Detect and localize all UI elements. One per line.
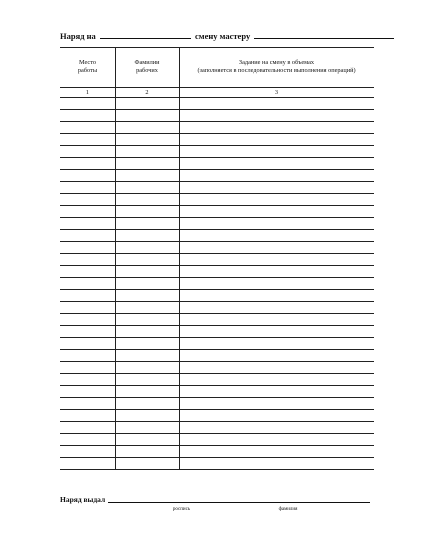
header-divider	[60, 87, 374, 88]
table-row-line	[60, 217, 374, 218]
table-row-line	[60, 361, 374, 362]
foreman-blank-line	[254, 31, 394, 39]
table-row-line	[60, 181, 374, 182]
header-label-order: Наряд на	[60, 31, 96, 41]
table-row-line	[60, 397, 374, 398]
table-row-line	[60, 469, 374, 470]
table-row-line	[60, 325, 374, 326]
table-row-line	[60, 445, 374, 446]
table-row-line	[60, 253, 374, 254]
table-row-line	[60, 169, 374, 170]
table-row-line	[60, 265, 374, 266]
shift-task-table	[60, 47, 374, 469]
table-row-line	[60, 337, 374, 338]
table-row-line	[60, 373, 374, 374]
column-header-task-line1: Задание на смену в объемах	[238, 59, 315, 66]
table-row-line	[60, 385, 374, 386]
table-row-line	[60, 313, 374, 314]
shift-blank-line	[100, 31, 191, 39]
surname-caption: фамилия	[278, 507, 298, 512]
column-number-1: 1	[85, 89, 90, 96]
order-header	[60, 31, 374, 41]
header-label-foreman: смену мастеру	[195, 31, 251, 41]
table-row-line	[60, 433, 374, 434]
column-header-workplace-line1: Место	[78, 59, 97, 66]
column-number-3: 3	[274, 89, 279, 96]
table-top-border	[60, 47, 374, 48]
table-row-line	[60, 121, 374, 122]
table-row-line	[60, 421, 374, 422]
table-row-line	[60, 193, 374, 194]
surname-blank-line	[206, 502, 370, 503]
table-row-line	[60, 349, 374, 350]
column-header-workplace-line2: работы	[77, 66, 98, 74]
column-header-task-line2: (заполняется в последовательности выполнения операций)	[197, 66, 356, 74]
numbering-divider	[60, 97, 374, 98]
column-header-workers-line2: рабочих	[136, 66, 158, 74]
issued-by-label: Наряд выдал	[60, 495, 106, 504]
column-divider-1	[115, 47, 116, 469]
column-header-workers-line1: Фамилии	[134, 59, 160, 66]
table-row-line	[60, 241, 374, 242]
table-row-line	[60, 301, 374, 302]
order-footer	[60, 495, 374, 525]
table-row-line	[60, 457, 374, 458]
table-row-line	[60, 145, 374, 146]
table-row-line	[60, 277, 374, 278]
table-row-line	[60, 109, 374, 110]
table-row-line	[60, 157, 374, 158]
column-divider-2	[179, 47, 180, 469]
signature-caption: роспись	[172, 507, 191, 512]
table-row-line	[60, 409, 374, 410]
column-header-workers	[115, 59, 179, 74]
table-row-line	[60, 205, 374, 206]
column-header-workplace	[60, 59, 115, 74]
column-number-2: 2	[145, 89, 149, 96]
table-row-line	[60, 133, 374, 134]
column-header-task	[179, 59, 374, 74]
table-row-line	[60, 229, 374, 230]
table-row-line	[60, 289, 374, 290]
